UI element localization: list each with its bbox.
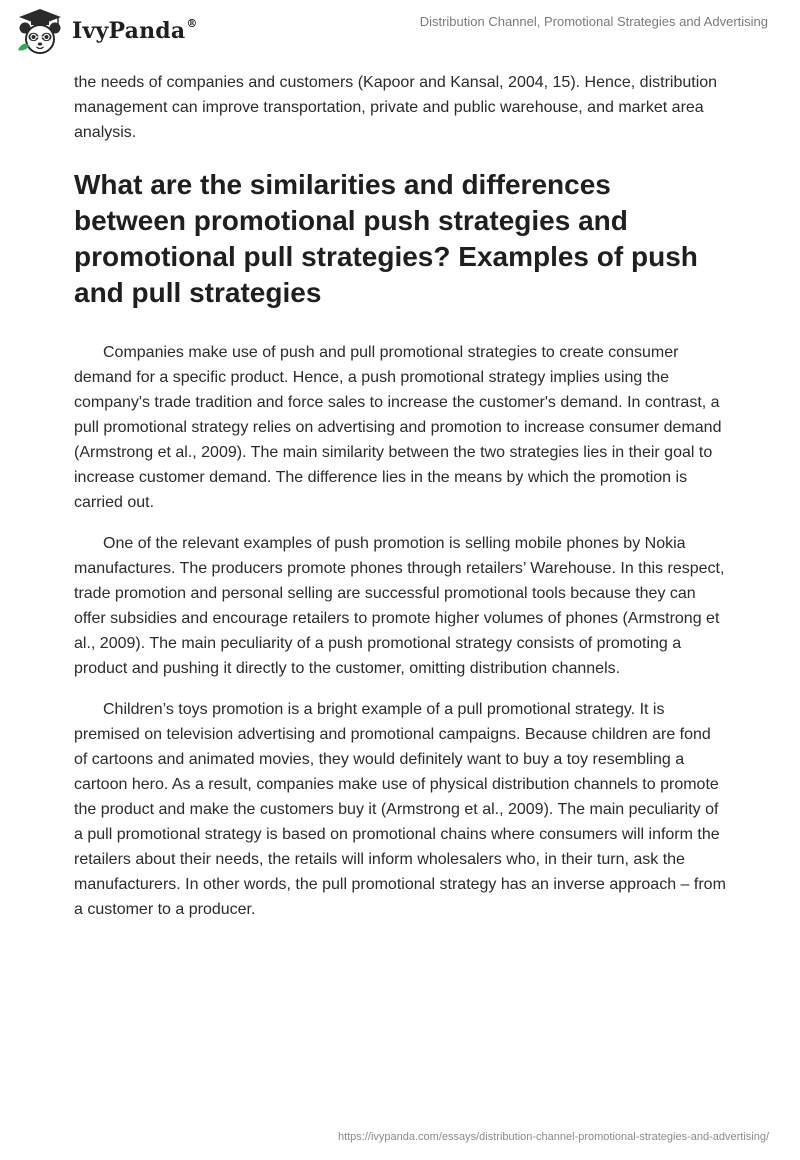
paragraph-pull-example: Children’s toys promotion is a bright example of a pull promotional strategy. It is premised on television advertising and promotional campaigns. Because children are fond of cartoons and animated movies, they would definitely want to buy a toy resembling a cartoon hero. As a result, companies make use of physical distribution channels to promote the product and make the customers buy it (Armstrong et al., 2009). The main peculiarity of a pull promotional strategy is based on promotional chains where consumers will inform the retailers about their needs, the retails will inform wholesalers who, in their turn, ask the manufacturers. In other words, the pull promotional strategy has an inverse approach – from a customer to a producer. (74, 701, 726, 918)
paragraph-push-pull-overview: Companies make use of push and pull promotional strategies to create consumer demand for a specific product. Hence, a push promotional strategy implies using the company's trade tradition and force sales to increase the customer's demand. In contrast, a pull promotional strategy relies on advertising and promotion to increase consumer demand (Armstrong et al., 2009). The main similarity between the two strategies lies in their goal to increase customer demand. The difference lies in the means by which the promotion is carried out. (74, 344, 722, 511)
document-title: Distribution Channel, Promotional Strategies and Advertising (419, 14, 768, 29)
section-heading: What are the similarities and differences between promotional push strategies and promotional pull strategies? Examples of push and pull strategies (74, 169, 698, 308)
footer-source-link[interactable]: https://ivypanda.com/essays/distribution-channel-promotional-strategies-and-advertising/ (337, 1131, 769, 1143)
paragraph-push-example: One of the relevant examples of push promotion is selling mobile phones by Nokia manufactures. The producers promote phones through retailers’ Warehouse. In this respect, trade promotion and personal selling are successful promotional tools because they can offer subsidies and encourage retailers to promote higher volumes of phones (Armstrong et al., 2009). The main peculiarity of a push promotional strategy consists of promoting a product and pushing it directly to the customer, omitting distribution channels. (74, 535, 725, 677)
article-body (74, 70, 726, 938)
page-header (0, 0, 800, 64)
registered-mark: ® (186, 16, 198, 30)
brand-logo[interactable] (14, 6, 198, 58)
panda-graduate-icon (14, 6, 66, 58)
brand-name: IvyPanda® (72, 16, 198, 44)
intro-paragraph: the needs of companies and customers (Kapoor and Kansal, 2004, 15). Hence, distribution management can improve transportation, private and public warehouse, and market area analysis. (74, 74, 718, 141)
